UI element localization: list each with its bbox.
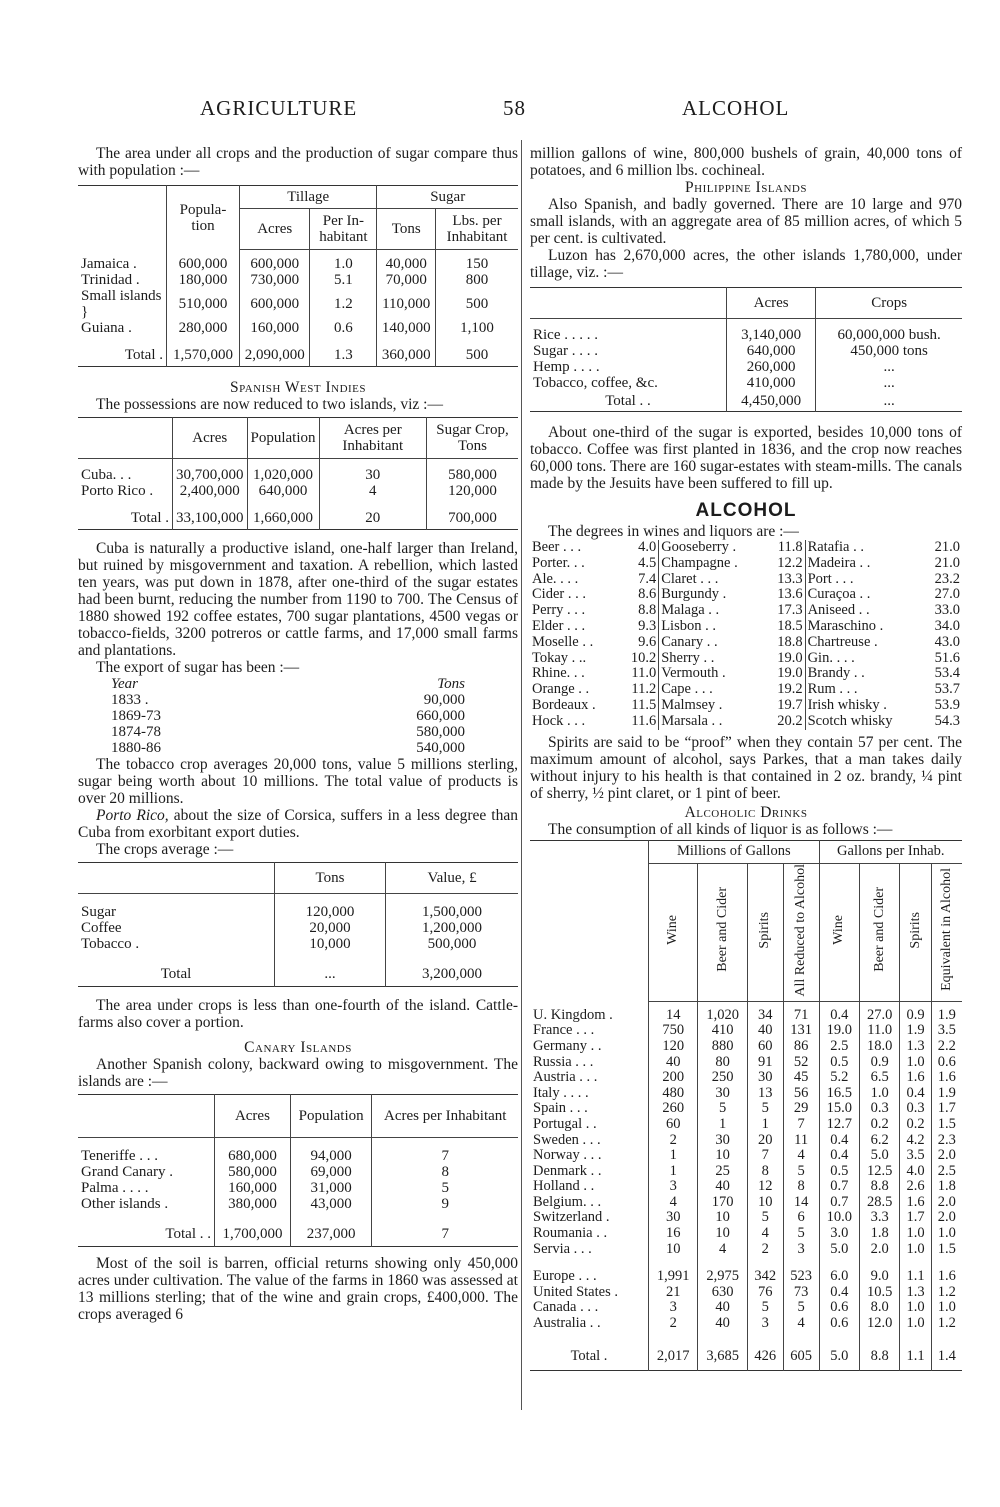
table-total-row: Total ... 3,200,000	[78, 962, 518, 987]
page-number: 58	[503, 96, 526, 120]
liquor-degree: 33.0	[934, 602, 960, 619]
table-row: Porto Rico . 2,400,000 640,000 4 120,000	[78, 483, 518, 499]
degrees-row	[530, 698, 962, 714]
liquor-degree: 4.5	[638, 554, 657, 571]
liquor-name: Gooseberry .	[659, 540, 766, 556]
cuba-paragraph: Cuba is naturally a productive island, one-half larger than Ireland, but ruined by misgovernment and taxation. A rebellion, which lasted ten years, was put down in 1878, after one-third of the sugar estates had been burnt, reducing the number from 1190 to 700. The Census of 1880 showed 192 coffee estates, 700 sugar plantations, 4500 vegas or tobacco-fields, 3200 potreros or cattle farms, and 17,000 small farms and plantations.	[78, 539, 518, 659]
population-sugar-table	[78, 185, 518, 367]
table-row: Cuba. . . 30,700,000 1,020,000 30 580,000	[78, 467, 518, 483]
liquor-name: Champagne .	[659, 556, 766, 572]
swi-intro: The possessions are now reduced to two islands, viz :—	[96, 395, 443, 413]
liquor-degree: 12.2	[777, 554, 803, 571]
liquor-name: Elder . . .	[532, 617, 586, 634]
liquor-degree: 19.2	[777, 681, 803, 698]
liquor-name: Tokay . ..	[532, 649, 587, 666]
table-row: Holland . . 3 40 12 8 0.7 8.8 2.6 1.8	[530, 1179, 962, 1195]
table-row: Servia . . . 10 4 2 3 5.0 2.0 1.0 1.5	[530, 1242, 962, 1258]
liquor-degree: 19.7	[777, 696, 803, 713]
degrees-row	[530, 556, 962, 572]
table-row: Belgium. . . 4 170 10 14 0.7 28.5 1.6 2.0	[530, 1195, 962, 1211]
table-row: Jamaica . 600,000 600,000 1.0 40,000 150	[78, 256, 518, 272]
liquor-degree: 18.5	[777, 617, 803, 634]
liquor-name: Maraschino .	[805, 619, 923, 635]
degrees-row	[530, 651, 962, 667]
liquor-name: Port . . .	[805, 572, 923, 588]
sugar-export-paragraph: About one-third of the sugar is exported, besides 10,000 tons of tobacco. Coffee was first planted in 1836, and the crop now reaches 60,000 tons. There are 160 sugar-estates with steam-mills. The canals made by the Jesuits have been suffered to fill up.	[530, 424, 962, 492]
spanish-west-indies-table: Acres Population Acres per Inhabitant Sugar Crop, Tons Cuba. . . 30,700,000 1,020,000 30 580,000 Porto Rico . 2,400,000 640,000 4 120,000 Total . 33,100,000 1,660,000 20 700,000	[78, 417, 518, 530]
table-row: Grand Canary . 580,000 69,000 8	[78, 1164, 518, 1180]
liquor-degree: 21.0	[934, 554, 960, 571]
table-row: Rice . . . . . 3,140,000 60,000,000 bush.	[530, 327, 962, 343]
table-row: Canada . . . 3 40 5 5 0.6 8.0 1.0 1.0	[530, 1300, 962, 1316]
table-row: France . . . 750 410 40 131 19.0 11.0 1.9 3.5	[530, 1023, 962, 1039]
liquor-degree: 8.6	[638, 586, 657, 603]
liquor-name: Irish whisky .	[805, 698, 923, 714]
liquor-degree: 20.2	[777, 712, 803, 729]
liquor-name: Vermouth .	[659, 666, 766, 682]
left-column	[78, 145, 518, 1323]
liquor-degree: 11.8	[777, 539, 803, 555]
table-row: Palma . . . . 160,000 31,000 5	[78, 1180, 518, 1196]
degrees-row	[530, 635, 962, 651]
spirits-paragraph: Spirits are said to be “proof” when they contain 57 per cent. The maximum amount of alcohol, says Parkes, that a man takes daily without injury to his health is that contained in 2 oz. brandy, ¼ pint of sherry, ½ pint claret, or 1 pint of beer.	[530, 733, 962, 802]
col-head-per-inhabitant: Per In-habitant	[310, 209, 377, 250]
col-group-millions: Millions of Gallons	[649, 840, 820, 863]
liquor-degree: 54.3	[934, 712, 960, 729]
liquor-name: Beer . . .	[532, 539, 582, 555]
table-row: Sweden . . . 2 30 20 11 0.4 6.2 4.2 2.3	[530, 1133, 962, 1149]
philippine-tillage-table: Acres Crops Rice . . . . . 3,140,000 60,000,000 bush. Sugar . . . . 640,000 450,000 tons Hemp . . . . 260,000 ... Tobacco, coffee, &c. 410,000 ... Total . . 4,450,000 ...	[530, 287, 962, 412]
table-row: Portugal . . 60 1 1 7 12.7 0.2 0.2 1.5	[530, 1117, 962, 1133]
degrees-row	[530, 714, 962, 730]
list-item: 1874-78 580,000	[111, 723, 465, 740]
liquor-name: Cider . . .	[532, 586, 586, 603]
continued-paragraph: million gallons of wine, 800,000 bushels of grain, 40,000 tons of potatoes, and 6 million lbs. cochineal.	[530, 145, 962, 179]
table-row: United States . 21 630 76 73 0.4 10.5 1.3 1.2	[530, 1285, 962, 1301]
table-row: Coffee 20,000 1,200,000	[78, 920, 518, 936]
table-row: Australia . . 2 40 3 4 0.6 12.0 1.0 1.2	[530, 1316, 962, 1332]
liquor-degree: 19.0	[777, 665, 803, 682]
liquor-name: Lisbon . .	[659, 619, 766, 635]
table-row: Sugar . . . . 640,000 450,000 tons	[530, 343, 962, 359]
liquor-degree: 53.7	[934, 681, 960, 698]
table-row: Small islands } 510,000 600,000 1.2 110,000 500	[78, 288, 518, 320]
col-head-sugar: Sugar	[377, 186, 518, 209]
table-row: Switzerland . 30 10 5 6 10.0 3.3 1.7 2.0	[530, 1210, 962, 1226]
liquor-degree: 21.0	[934, 539, 960, 555]
col-head-acres: Acres	[240, 209, 310, 250]
tobacco-paragraph: The tobacco crop averages 20,000 tons, value 5 millions sterling, sugar being worth about 10 millions. The total value of products is over 20 millions.	[78, 755, 518, 807]
col-head: Equivalent in Alcohol	[938, 868, 954, 992]
intro-paragraph: The area under all crops and the production of sugar compare thus with population :—	[78, 145, 518, 179]
liquor-name: Ratafia . .	[805, 540, 923, 556]
col-head-population: Popula-tion	[167, 186, 240, 250]
table-total-row: Total . . 1,700,000 237,000 7	[78, 1222, 518, 1247]
col-head: Spirits	[907, 911, 923, 949]
section-title-philippine-islands: Philippine Islands	[685, 179, 807, 196]
soil-paragraph: Most of the soil is barren, official returns showing only 450,000 acres under cultivation. The value of the farms in 1860 was assessed at 13 millions sterling; that of the wine and grain crops, £400,000. The crops averaged 6	[78, 1254, 518, 1323]
degrees-intro: The degrees in wines and liquors are :—	[548, 523, 799, 540]
degrees-row	[530, 540, 962, 556]
liquor-degree: 11.0	[631, 665, 657, 682]
liquor-name: Bordeaux .	[532, 696, 596, 713]
degrees-row	[530, 682, 962, 698]
liquor-degree: 9.3	[638, 617, 657, 634]
liquor-degree: 53.4	[934, 665, 960, 682]
table-row: Italy . . . . 480 30 13 56 16.5 1.0 0.4 1.9	[530, 1086, 962, 1102]
table-row: Teneriffe . . . 680,000 94,000 7	[78, 1148, 518, 1164]
liquor-name: Porter. . .	[532, 554, 585, 571]
liquor-degree: 8.8	[638, 602, 657, 619]
liquor-name: Chartreuse .	[805, 635, 923, 651]
table-row: Denmark . . 1 25 8 5 0.5 12.5 4.0 2.5	[530, 1164, 962, 1180]
liquor-name: Curaçoa . .	[805, 587, 923, 603]
liquor-degree: 13.6	[777, 586, 803, 603]
canary-intro: Another Spanish colony, backward owing to misgovernment. The islands are :—	[78, 1055, 518, 1090]
table-total-row: Total . 1,570,000 2,090,000 1.3 360,000 500	[78, 344, 518, 367]
degrees-row	[530, 572, 962, 588]
liquor-name: Brandy . .	[805, 666, 923, 682]
liquor-degree: 9.6	[638, 633, 657, 650]
col-group-per-inhab: Gallons per Inhab.	[819, 840, 962, 863]
column-divider	[521, 140, 522, 1410]
export-intro: The export of sugar has been :—	[96, 658, 300, 676]
liquor-degree: 4.0	[638, 539, 657, 555]
area-paragraph: The area under crops is less than one-fourth of the island. Cattle-farms also cover a portion.	[78, 996, 518, 1031]
table-row: Norway . . . 1 10 7 4 0.4 5.0 3.5 2.0	[530, 1148, 962, 1164]
drinks-intro: The consumption of all kinds of liquor is as follows :—	[548, 820, 893, 838]
liquor-degree: 23.2	[934, 570, 960, 587]
philippine-paragraph-1: Also Spanish, and badly governed. There are 10 large and 970 small islands, with an aggregate area of 85 million acres, of which 5 per cent. is cultivated.	[530, 196, 962, 247]
col-head-tillage: Tillage	[240, 186, 377, 209]
col-head: Wine	[831, 914, 847, 945]
col-head: Beer and Cider	[871, 887, 887, 973]
col-head: Spirits	[757, 911, 773, 949]
liquor-name: Marsala . .	[659, 714, 766, 730]
table-row: Germany . . 120 880 60 86 2.5 18.0 1.3 2.2	[530, 1039, 962, 1055]
liquor-name: Madeira . .	[805, 556, 923, 572]
consumption-table	[530, 840, 962, 1371]
section-title-alcoholic-drinks: Alcoholic Drinks	[684, 803, 808, 821]
table-row: Trinidad . 180,000 730,000 5.1 70,000 800	[78, 272, 518, 288]
degrees-row	[530, 619, 962, 635]
col-head: Wine	[665, 914, 681, 945]
liquor-name: Rhine. . .	[532, 665, 585, 682]
liquor-name: Orange . .	[532, 681, 590, 698]
table-row: Austria . . . 200 250 30 45 5.2 6.5 1.6 1.6	[530, 1070, 962, 1086]
liquor-name: Canary . .	[659, 635, 766, 651]
liquor-degree: 53.9	[934, 696, 960, 713]
liquor-name: Ale. . . .	[532, 570, 579, 587]
list-item: 1880-86 540,000	[111, 739, 465, 756]
liquor-name: Gin. . . .	[805, 651, 923, 667]
porto-rico-crops-table: Tons Value, £ Sugar 120,000 1,500,000 Coffee 20,000 1,200,000 Tobacco . 10,000 500,000 Total ... 3,200,000	[78, 862, 518, 987]
liquor-name: Cape . . .	[659, 682, 766, 698]
table-row: Tobacco . 10,000 500,000	[78, 936, 518, 952]
table-total-row: Total . 33,100,000 1,660,000 20 700,000	[78, 507, 518, 530]
liquor-degree: 51.6	[934, 649, 960, 666]
list-item: 1869-73 660,000	[111, 707, 465, 724]
liquor-name: Burgundy .	[659, 587, 766, 603]
liquor-name: Claret . . .	[659, 572, 766, 588]
table-row: Russia . . . 40 80 91 52 0.5 0.9 1.0 0.6	[530, 1055, 962, 1071]
col-head: All Reduced to Alcohol	[793, 863, 809, 997]
liquor-name: Moselle . .	[532, 633, 594, 650]
degrees-row	[530, 666, 962, 682]
liquor-degree: 43.0	[934, 633, 960, 650]
table-row: Tobacco, coffee, &c. 410,000 ...	[530, 375, 962, 391]
liquor-name: Aniseed . .	[805, 603, 923, 619]
table-row: Hemp . . . . 260,000 ...	[530, 359, 962, 375]
list-item: 1833 . 90,000	[111, 691, 465, 708]
liquor-degree: 7.4	[638, 570, 657, 587]
table-row: Guiana . 280,000 160,000 0.6 140,000 1,100	[78, 320, 518, 336]
section-title-canary-islands: Canary Islands	[244, 1038, 352, 1056]
liquor-degree: 11.2	[631, 681, 657, 698]
liquor-degree: 18.8	[777, 633, 803, 650]
philippine-paragraph-2: Luzon has 2,670,000 acres, the other islands 1,780,000, under tillage, viz. :—	[530, 247, 962, 281]
liquor-name: Sherry . .	[659, 651, 766, 667]
table-row: U. Kingdom . 14 1,020 34 71 0.4 27.0 0.9 1.9	[530, 1008, 962, 1024]
liquor-name: Malmsey .	[659, 698, 766, 714]
liquor-degree: 27.0	[934, 586, 960, 603]
col-head-lbs: Lbs. per Inhabitant	[436, 209, 519, 250]
table-row: Other islands . 380,000 43,000 9	[78, 1196, 518, 1212]
liquor-degree: 17.3	[777, 602, 803, 619]
table-row: Sugar 120,000 1,500,000	[78, 904, 518, 920]
sugar-export-list: Year Tons 1833 . 90,000 1869-73 660,000 1874-78 580,000 1880-86 540,000	[108, 676, 468, 756]
liquor-degree: 13.3	[777, 570, 803, 587]
table-row: Spain . . . 260 5 5 29 15.0 0.3 0.3 1.7	[530, 1101, 962, 1117]
liquor-name: Malaga . .	[659, 603, 766, 619]
section-heading-alcohol: ALCOHOL	[695, 500, 797, 521]
liquor-name: Scotch whisky	[805, 714, 923, 730]
liquor-degree: 19.0	[777, 649, 803, 666]
table-row: Roumania . . 16 10 4 5 3.0 1.8 1.0 1.0	[530, 1226, 962, 1242]
section-title-spanish-west-indies: Spanish West Indies	[229, 378, 367, 396]
degrees-row	[530, 603, 962, 619]
liquor-name: Perry . . .	[532, 602, 586, 619]
col-head: Beer and Cider	[714, 887, 730, 973]
running-header-right: ALCOHOL	[682, 96, 790, 120]
liquor-degree: 11.6	[631, 712, 657, 729]
table-total-row: Total . 2,017 3,685 426 605 5.0 8.8 1.1 1.4	[530, 1344, 962, 1371]
liquor-name: Hock . . .	[532, 712, 586, 729]
canary-islands-table: Acres Population Acres per Inhabitant Teneriffe . . . 680,000 94,000 7 Grand Canary . 580,000 69,000 8 Palma . . . . 160,000 31,000 5 Other islands . 380,000 43,000 9 Total . . 1,700,000 237,000 7	[78, 1094, 518, 1247]
liquor-name: Rum . . .	[805, 682, 923, 698]
liquor-degree: 10.2	[630, 649, 657, 666]
porto-rico-paragraph: Porto Rico, about the size of Corsica, suffers in a less degree than Cuba from exorbitant export duties.	[78, 806, 518, 841]
table-total-row: Total . . 4,450,000 ...	[530, 391, 962, 412]
liquor-degree: 34.0	[934, 617, 960, 634]
right-column	[530, 145, 962, 1371]
running-header-left: AGRICULTURE	[200, 96, 358, 120]
degrees-table	[530, 540, 962, 730]
crops-intro: The crops average :—	[96, 840, 234, 858]
table-row: Europe . . . 1,991 2,975 342 523 6.0 9.0 1.1 1.6	[530, 1269, 962, 1285]
liquor-degree: 11.5	[631, 696, 657, 713]
degrees-row	[530, 587, 962, 603]
col-head-tons: Tons	[377, 209, 436, 250]
